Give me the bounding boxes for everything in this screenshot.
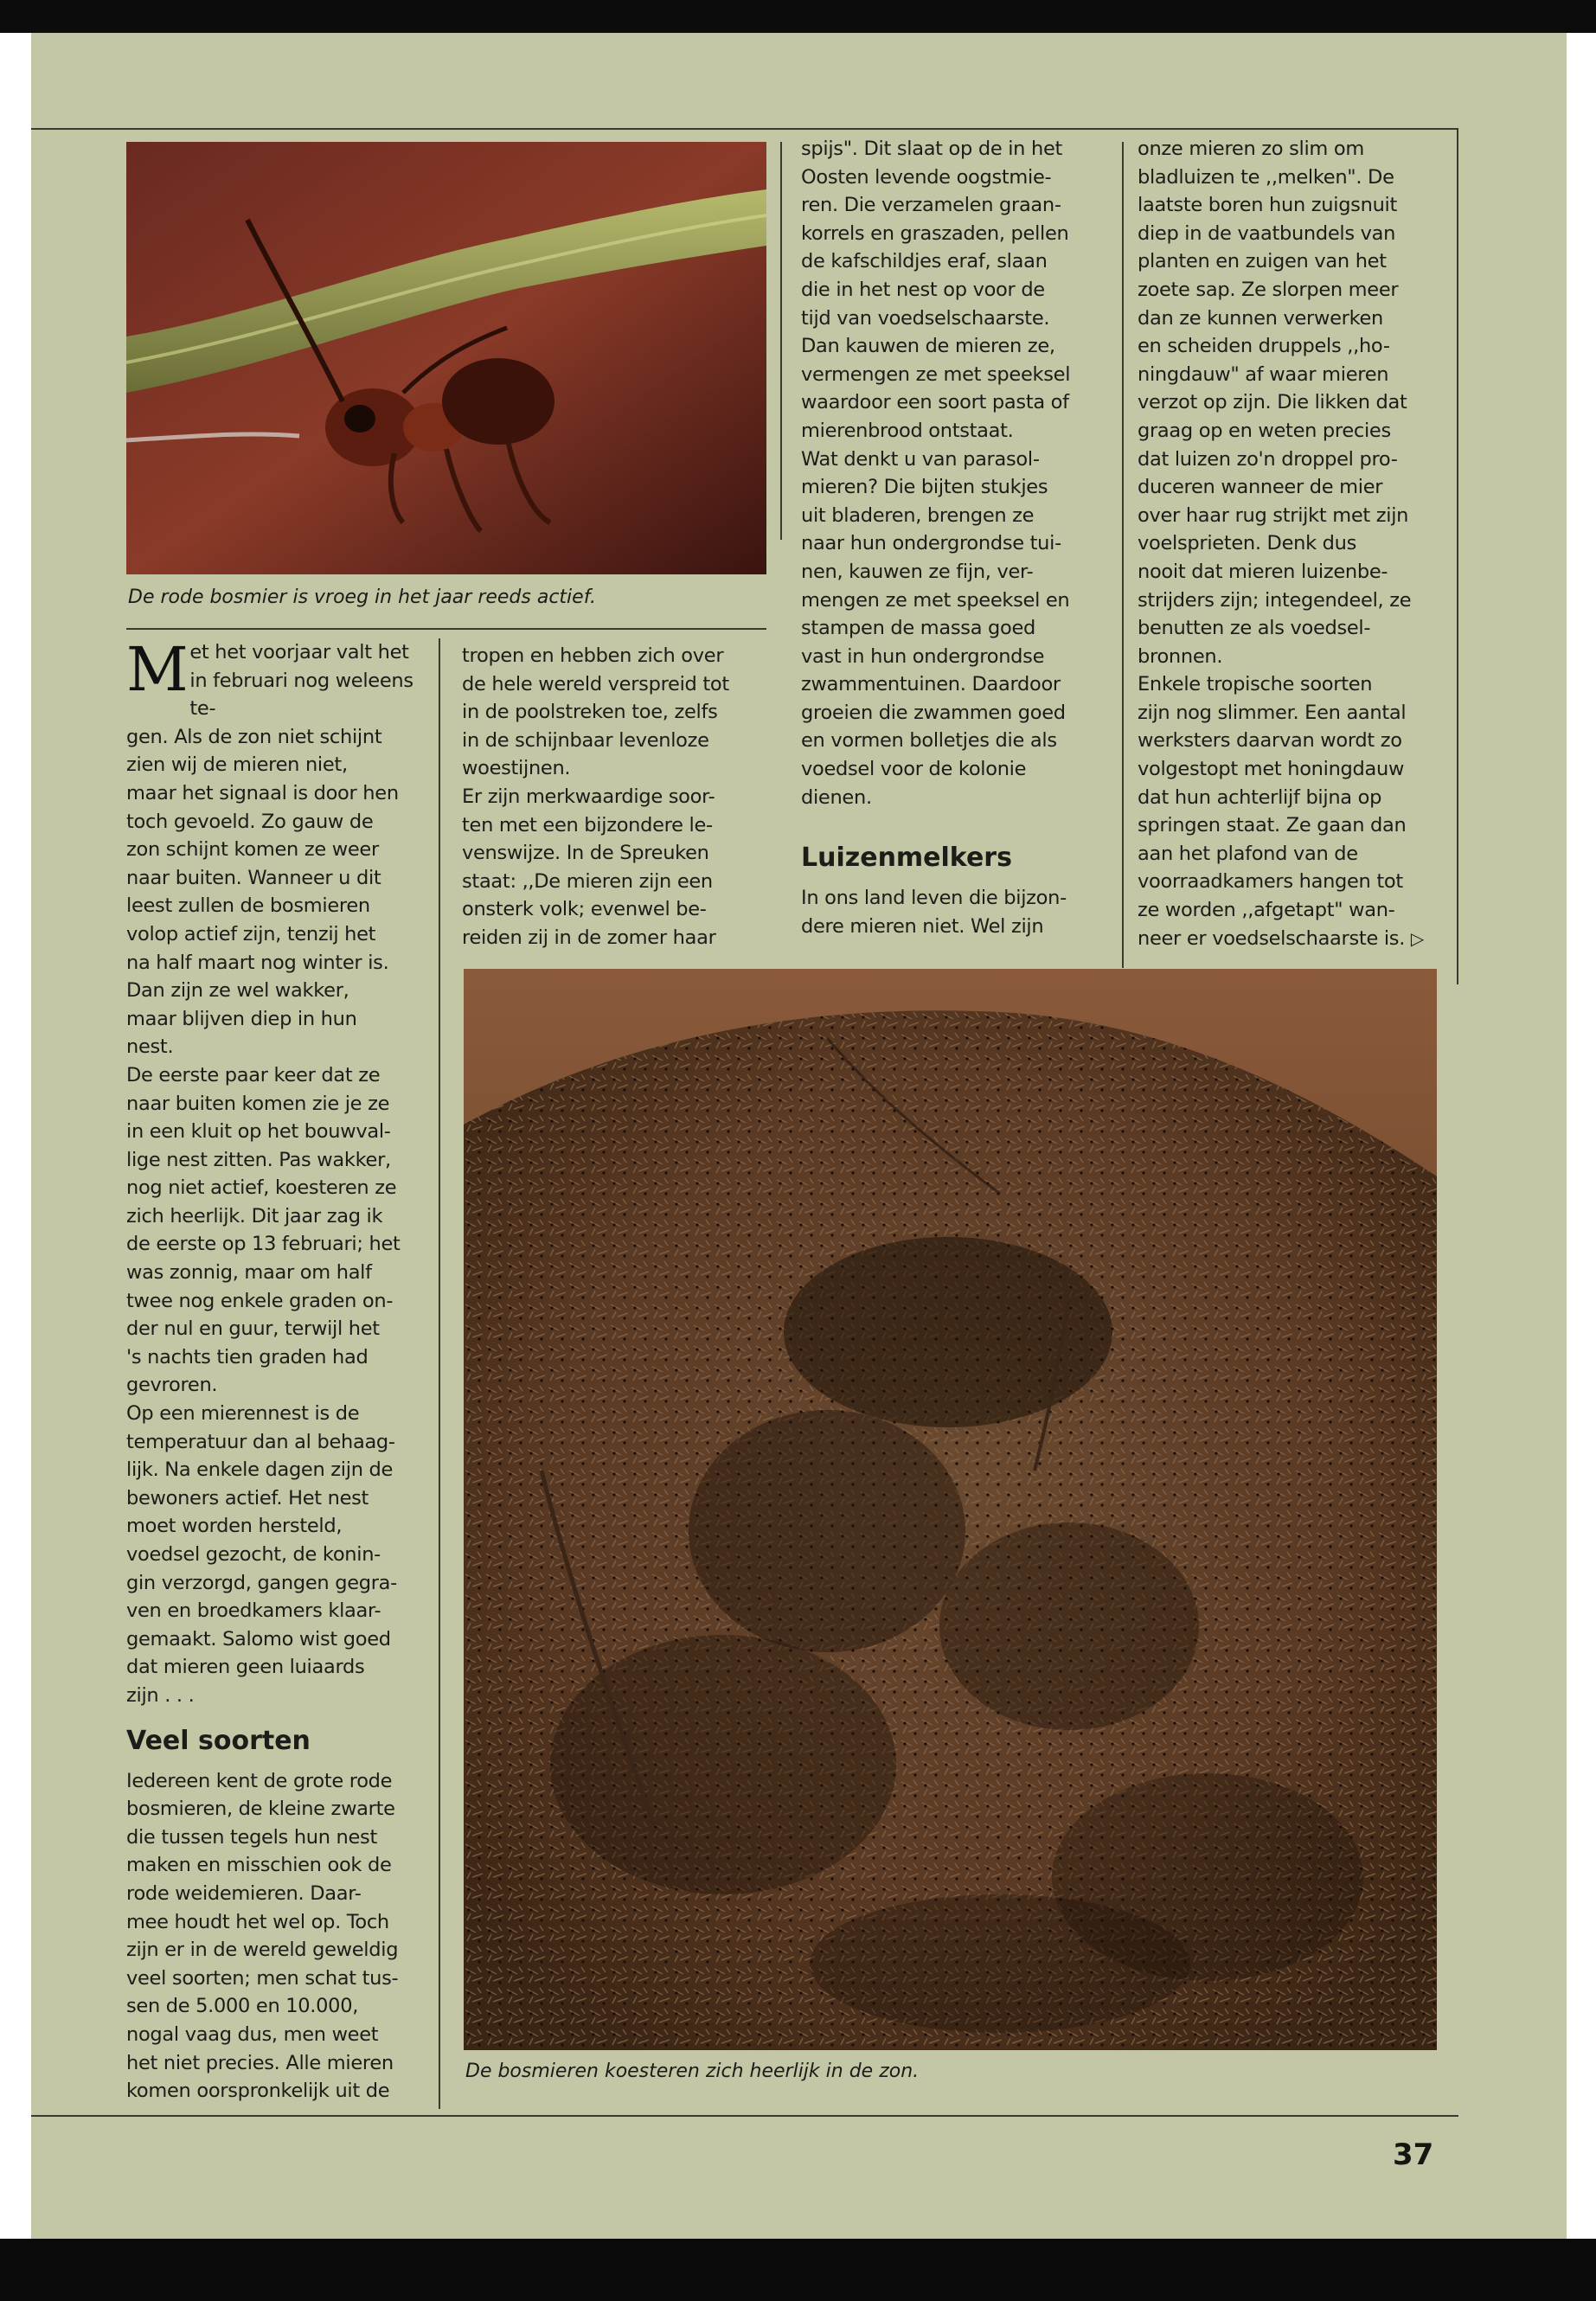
- column-divider-2: [780, 142, 782, 540]
- column-3-paragraph-1: spijs". Dit slaat op de in het Oosten levende oogstmie- ren. Die verzamelen graan- korrels en graszaden, pellen de kafschildjes eraf, slaan die in het nest op voor de tijd van voedselschaarste. Dan kauwen de mieren ze, vermengen ze met speeksel waardoor een soort pasta of mierenbrood ontstaat.: [801, 138, 1071, 442]
- text-column-2: [462, 642, 773, 988]
- header-rule: [31, 128, 1458, 130]
- column-1-paragraph-3: Op een mierennest is de temperatuur dan al behaag- lijk. Na enkele dagen zijn de bewoners actief. Het nest moet worden hersteld, voedsel gezocht, de konin- gin verzorgd, gangen gegra- ven en broedkamers klaar- gemaakt. Salomo wist goed dat mieren geen luiaards zijn . . .: [126, 1402, 397, 1707]
- ant-photo-caption: De rode bosmier is vroeg in het jaar reeds actief.: [128, 586, 597, 608]
- ant-on-branch-image: [126, 142, 766, 574]
- column-1-paragraph-1: Met het voorjaar valt het in februari nog weleens te- gen. Als de zon niet schijnt zien wij de mieren niet, maar het signaal is door hen toch gevoeld. Zo gauw de zon schijnt komen ze weer naar buiten. Wanneer u dit leest zullen de bosmieren volop actief zijn, tenzij het na half maart nog winter is. Dan zijn ze wel wakker, maar blijven diep in hun nest.: [126, 638, 413, 1059]
- column-2-paragraph-2: Er zijn merkwaardige soor- ten met een bijzondere le- venswijze. In de Spreuken staat: ,,De mieren zijn een onsterk volk; evenwel be- reiden zij in de zomer haar: [462, 785, 716, 949]
- scan-border-top: [0, 0, 1596, 33]
- heading-veel-soorten: Veel soorten: [126, 1725, 311, 1756]
- drop-cap: M: [126, 638, 189, 705]
- column-divider-1: [439, 638, 440, 2109]
- column-2-paragraph-1: tropen en hebben zich over de hele wereld verspreid tot in de poolstreken toe, zelfs in de schijnbaar levenloze woestijnen.: [462, 644, 729, 780]
- anthill-photo: [464, 969, 1437, 2050]
- column-3-paragraph-3: In ons land leven die bijzon- dere mieren niet. Wel zijn: [801, 887, 1067, 938]
- page-number: 37: [1393, 2138, 1434, 2172]
- text-column-3: [801, 135, 1117, 991]
- column-divider-3: [1122, 142, 1124, 968]
- anthill-photo-caption: De bosmieren koesteren zich heerlijk in de zon.: [465, 2061, 920, 2082]
- continue-arrow-icon: ▷: [1410, 927, 1425, 949]
- column-3-paragraph-2: Wat denkt u van parasol- mieren? Die bijten stukjes uit bladeren, brengen ze naar hun ondergrondse tui- nen, kauwen ze fijn, ver- mengen ze met speeksel en stampen de massa goed vast in hun ondergrondse zwammentuinen. Daardoor groeien die zwammen goed en vormen bolletjes die als voedsel voor de kolonie dienen.: [801, 447, 1070, 809]
- anthill-image: [464, 969, 1437, 2050]
- column-1-paragraph-4: Iedereen kent de grote rode bosmieren, de kleine zwarte die tussen tegels hun nest maken en misschien ook de rode weidemieren. Daar- mee houdt het wel op. Toch zijn er in de wereld geweldig veel soorten; men schat tus- sen de 5.000 en 10.000, nogal vaag dus, men weet het niet precies. Alle mieren komen oorspronkelijk uit de: [126, 1769, 399, 2103]
- column-4-paragraph-1: onze mieren zo slim om bladluizen te ,,melken". De laatste boren hun zuigsnuit diep in de vaatbundels van planten en zuigen van het zoete sap. Ze slorpen meer dan ze kunnen verwerken en scheiden druppels ,,ho- ningdauw" af waar mieren verzot op zijn. Die likken dat graag op en weten precies dat luizen zo'n droppel pro- duceren wanneer de mier over haar rug strijkt met zijn voelsprieten. Denk dus nooit dat mieren luizenbe- strijders zijn; integendeel, ze benutten ze als voedsel- bronnen.: [1138, 138, 1412, 668]
- text-column-4: [1138, 135, 1459, 991]
- column-4-paragraph-2: Enkele tropische soorten zijn nog slimmer. Een aantal werksters daarvan wordt zo volgestopt met honingdauw dat hun achterlijf bijna op springen staat. Ze gaan dan aan het plafond van de voorraadkamers hangen tot ze worden ,,afgetapt" wan- neer er voedselschaarste is. ▷: [1138, 670, 1459, 952]
- scan-border-bottom: [0, 2239, 1596, 2301]
- magazine-page: [31, 33, 1567, 2239]
- text-column-1: [126, 638, 433, 2118]
- heading-luizenmelkers: Luizenmelkers: [801, 843, 1012, 874]
- caption-rule-top-left: [126, 628, 766, 630]
- column-1-paragraph-2: De eerste paar keer dat ze naar buiten komen zie je ze in een kluit op het bouwval- lige nest zitten. Pas wakker, nog niet actief, koesteren ze zich heerlijk. Dit jaar zag ik de eerste op 13 februari; het was zonnig, maar om half twee nog enkele graden on- der nul en guur, terwijl het 's nachts tien graden had gevroren.: [126, 1063, 401, 1397]
- ant-photo: [126, 142, 766, 574]
